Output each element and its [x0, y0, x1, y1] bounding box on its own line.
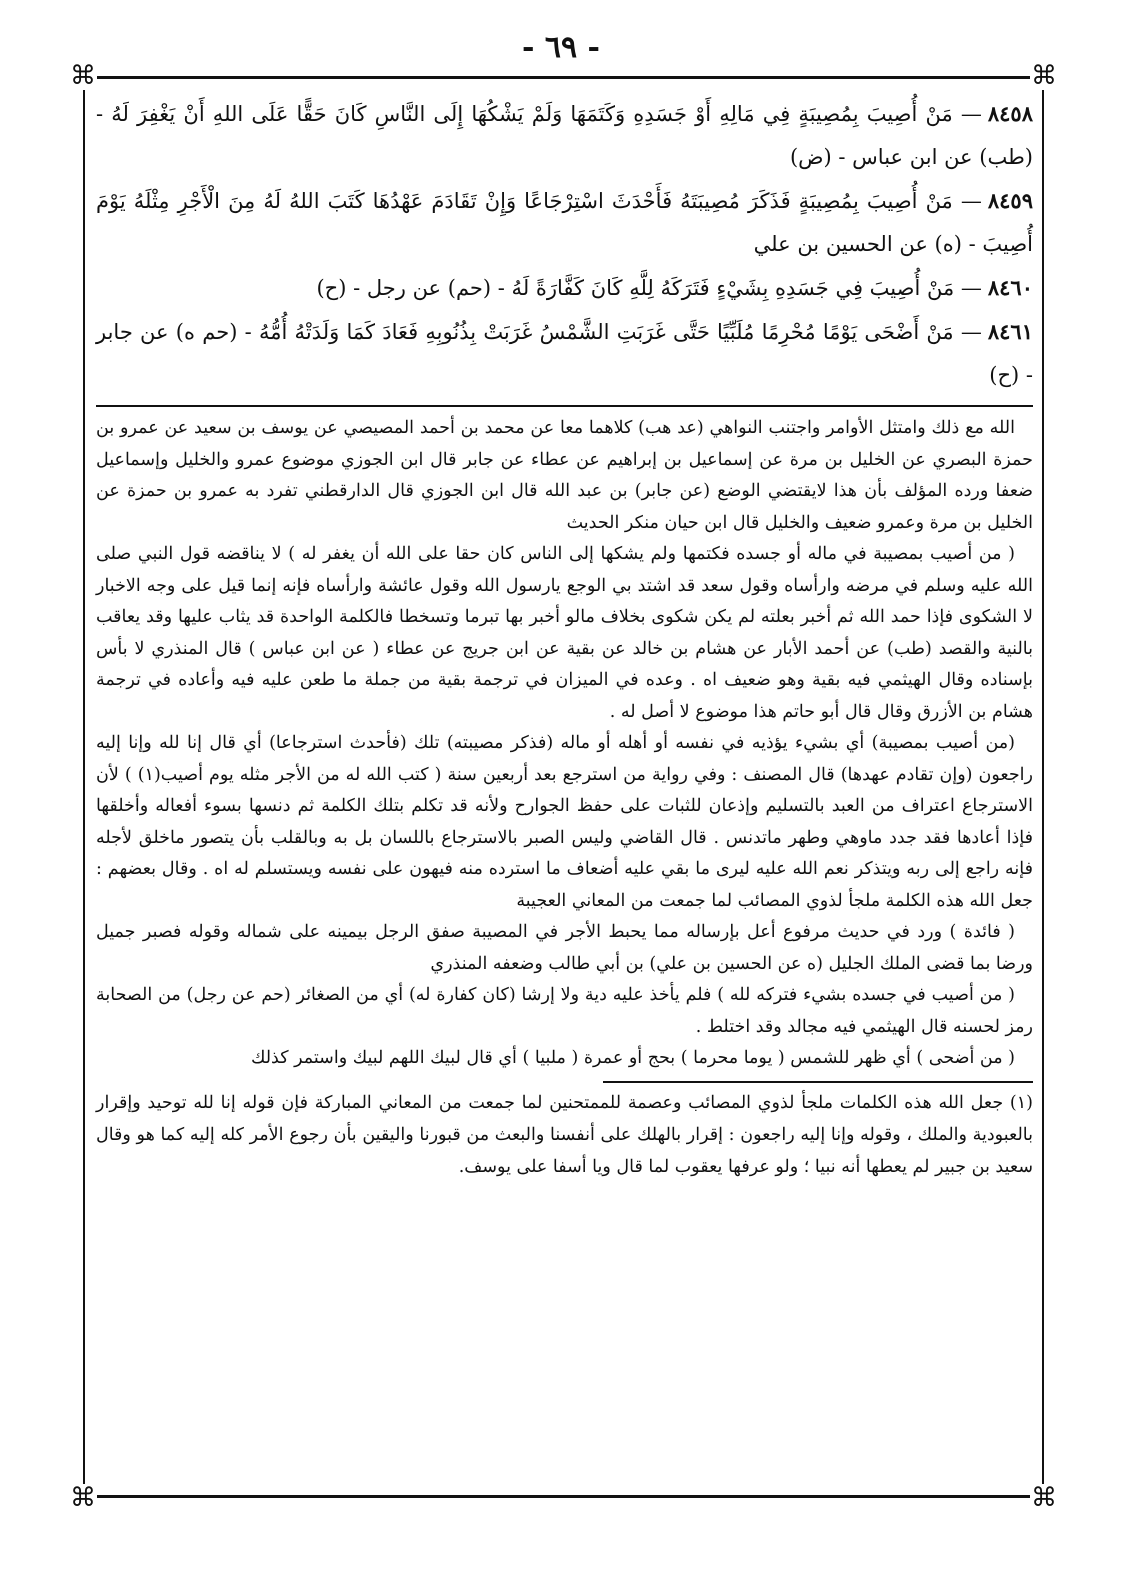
commentary-section: [96, 413, 1033, 1075]
hadith-number: ٨٤٥٨: [987, 101, 1033, 126]
hadith-entry: [96, 266, 1033, 310]
commentary-paragraph: ( من أضحى ) أي ظهر للشمس ( يوما محرما ) بحج أو عمرة ( ملبيا ) أي قال لبيك اللهم لبيك واستمر كذلك: [250, 1048, 1015, 1068]
hadith-entry: [96, 310, 1033, 397]
footnote-divider: [603, 1081, 1033, 1083]
commentary-paragraph: ( فائدة ) ورد في حديث مرفوع أعل بإرساله مما يحبط الأجر في المصيبة صفق الرجل بيمينه على شماله وقوله فصبر جميل ورضا بما قضى الملك الجليل (ه عن الحسين بن علي) بن أبي طالب وضعفه المنذري: [96, 922, 1033, 974]
footnote-text: (١) جعل الله هذه الكلمات ملجأ لذوي المصائب وعصمة للممتحنين لما جمعت من المعاني المباركة فإن قوله إنا لله توحيد وإقرار بالعبودية والملك ، وقوله وإنا إليه راجعون : إقرار بالهلك على أنفسنا والبعث من قبورنا واليقين بأن رجوع الأمر كله إليه كما هو وقال سعيد بن جبير لم يعطها أنه نبيا ؛ ولو عرفها يعقوب لما قال ويا أسفا على يوسف.: [96, 1092, 1033, 1177]
commentary-paragraph: ( من أصيب بمصيبة في ماله أو جسده فكتمها ولم يشكها إلى الناس كان حقا على الله أن يغفر له ) لا يناقضه قول النبي صلى الله عليه وسلم في مرضه وارأساه وقول سعد قد اشتد بي الوجع يارسول الله وقول عائشة وارأساه فإنه إنما قيل على وجه الاخبار لا الشكوى فإذا حمد الله ثم أخبر بعلته لم يكن شكوى بخلاف مالو أخبر بها تبرما وتسخطا فالكلمة الواحدة قد يثاب عليها وقد يعاقب بالنية والقصد (طب) عن أحمد الأبار عن هشام بن خالد عن بقية عن ابن جريج عن عطاء ( عن ابن عباس ) قال المنذري لا بأس بإسناده وقال الهيثمي فيه بقية وهو ضعيف اه . وعده في الميزان في ترجمة بقية من جملة ما طعن عليه فيه وأعاده في ترجمة هشام بن الأزرق وقال قال أبو حاتم هذا موضوع لا أصل له .: [96, 544, 1033, 722]
commentary-paragraph: الله مع ذلك وامتثل الأوامر واجتنب النواهي (عد هب) كلاهما معا عن محمد بن أحمد المصيصي عن يوسف بن سعيد عن عمرو بن حمزة البصري عن الخليل بن مرة عن إسماعيل بن إبراهيم عن عطاء عن جابر قال ابن الجوزي موضوع عمرو والخليل وإسماعيل ضعفا ورده المؤلف بأن هذا لايقتضي الوضع (عن جابر) بن عبد الله قال ابن الجوزي قال الدارقطني تفرد به عمرو بن حمزة عن الخليل بن مرة وعمرو ضعيف والخليل قال ابن حيان منكر الحديث: [96, 418, 1033, 533]
corner-ornament-icon: ⌘: [70, 61, 96, 91]
hadith-number: ٨٤٥٩: [987, 188, 1033, 213]
corner-ornament-icon: ⌘: [1031, 61, 1057, 91]
hadith-section: [96, 92, 1033, 397]
corner-ornament-icon: ⌘: [70, 1483, 96, 1513]
page-content: [96, 92, 1033, 1183]
hadith-text: — مَنْ أُصِيبَ فِي جَسَدِهِ بِشَيْءٍ فَتَرَكَهُ لِلَّهِ كَانَ كَفَّارَةً لَهُ - (حم) عن رجل - (ح): [316, 276, 982, 300]
commentary-paragraph: ( من أصيب في جسده بشيء فتركه لله ) فلم يأخذ عليه دية ولا إرشا (كان كفارة له) أي من الصغائر (حم عن رجل) من الصحابة رمز لحسنه قال الهيثمي فيه مجالد وقد اختلط .: [96, 985, 1033, 1037]
hadith-text: — مَنْ أَضْحَى يَوْمًا مُحْرِمًا مُلَبِّيًا حَتَّى غَرَبَتِ الشَّمْسُ غَرَبَتْ بِذُنُوبِهِ فَعَادَ كَمَا وَلَدَتْهُ أُمُّهُ - (حم ه) عن جابر - (ح): [96, 320, 1033, 387]
section-divider: [96, 405, 1033, 407]
corner-ornament-icon: ⌘: [1031, 1483, 1057, 1513]
hadith-entry: [96, 92, 1033, 179]
commentary-paragraph: (من أصيب بمصيبة) أي بشيء يؤذيه في نفسه أو أهله أو ماله (فذكر مصيبته) تلك (فأحدث استرجاعا) أي قال إنا لله وإنا إليه راجعون (وإن تقادم عهدها) قال المصنف : وفي رواية من استرجع بعد أربعين سنة ( كتب الله له من الأجر مثله يوم أصيب(١) ) لأن الاسترجاع اعتراف من العبد بالتسليم وإذعان للثبات على حفظ الجوارح ولأنه قد تكلم بتلك الكلمة ثم دنسها بسوء أفعاله وأخلقها فإذا أعادها فقد جدد ماوهي وطهر ماتدنس . قال القاضي وليس الصبر بالاسترجاع باللسان بل به وبالقلب بأن يتصور ماخلق لأجله فإنه راجع إلى ربه ويتذكر نعم الله عليه ليرى ما بقي عليه أضعاف ما استرده منه فيهون على نفسه ويستسلم له اه . وقال بعضهم : جعل الله هذه الكلمة ملجأ لذوي المصائب لما جمعت من المعاني العجيبة: [96, 733, 1033, 911]
hadith-text: — مَنْ أُصِيبَ بِمُصِيبَةٍ فِي مَالِهِ أَوْ جَسَدِهِ وَكَتَمَهَا وَلَمْ يَشْكُهَا إِلَى النَّاسِ كَانَ حَقًّا عَلَى اللهِ أَنْ يَغْفِرَ لَهُ - (طب) عن ابن عباس - (ض): [96, 102, 1033, 169]
hadith-number: ٨٤٦١: [987, 319, 1033, 344]
hadith-text: — مَنْ أُصِيبَ بِمُصِيبَةٍ فَذَكَرَ مُصِيبَتَهُ فَأَحْدَثَ اسْتِرْجَاعًا وَإِنْ تَقَادَمَ عَهْدُهَا كَتَبَ اللهُ لَهُ مِنَ الْأَجْرِ مِثْلَهُ يَوْمَ أُصِيبَ - (ه) عن الحسين بن علي: [96, 189, 1033, 256]
footnote-section: [96, 1087, 1033, 1183]
hadith-entry: [96, 179, 1033, 266]
hadith-number: ٨٤٦٠: [987, 275, 1033, 300]
page-number: - ٦٩ -: [521, 30, 601, 65]
